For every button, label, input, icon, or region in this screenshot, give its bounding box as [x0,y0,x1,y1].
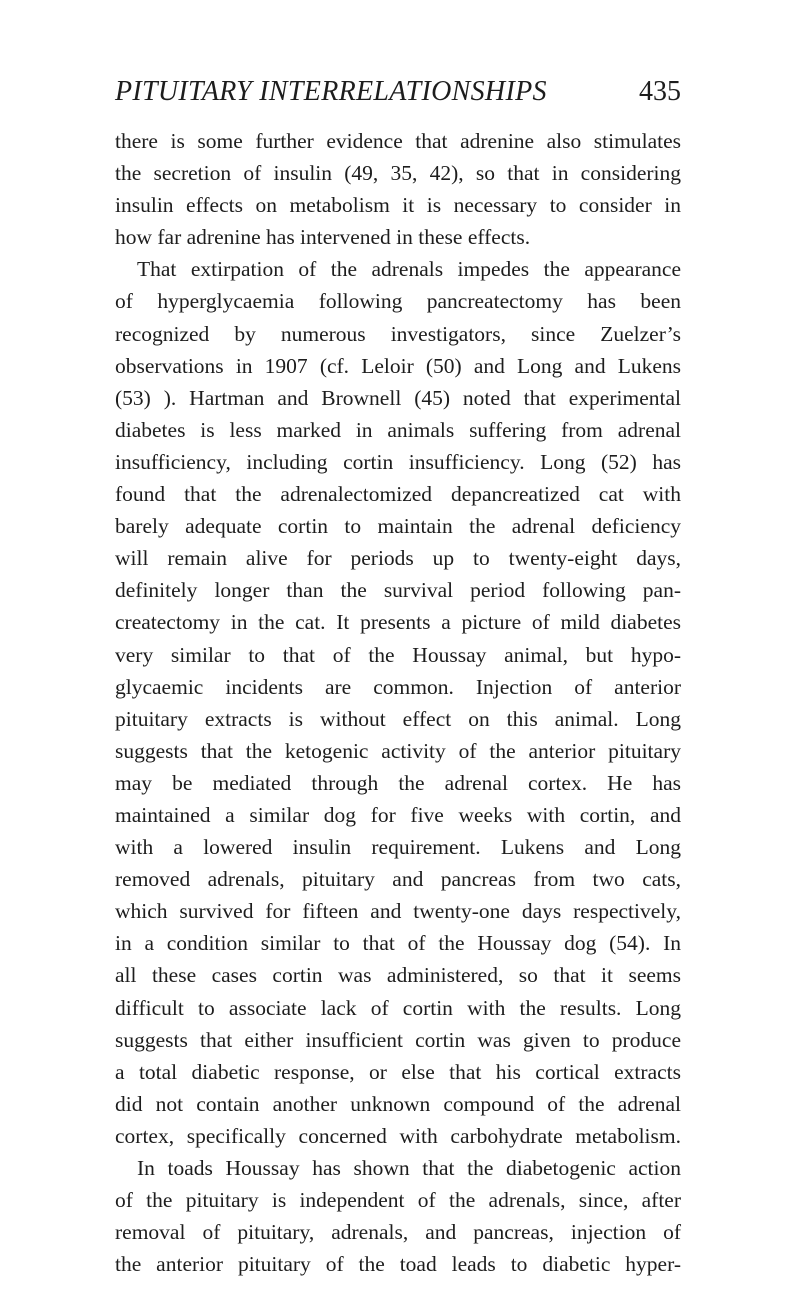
text-line: found that the adrenalectomized depancreatized cat with [115,482,681,507]
text-line: pituitary extracts is without effect on this animal. Long [115,706,681,731]
text-line: a total diabetic response, or else that his cortical extracts [115,1059,681,1084]
text-line: may be mediated through the adrenal cortex. He has [115,770,681,795]
text-line: definitely longer than the survival period following pan- [115,578,681,603]
body-text [115,125,681,1280]
text-line: which survived for fifteen and twenty-one days respectively, [115,899,681,924]
text-line: removed adrenals, pituitary and pancreas from two cats, [115,867,681,892]
text-line: the secretion of insulin (49, 35, 42), so that in considering [115,161,681,186]
paragraph-last-line: cortex, specifically concerned with carbohydrate metabolism. [115,1123,681,1148]
text-line: maintained a similar dog for five weeks with cortin, and [115,802,681,827]
text-line: difficult to associate lack of cortin with the results. Long [115,995,681,1020]
text-line: with a lowered insulin requirement. Lukens and Long [115,835,681,860]
text-line: the anterior pituitary of the toad leads to diabetic hyper- [115,1252,681,1277]
text-line: very similar to that of the Houssay animal, but hypo- [115,642,681,667]
text-line: there is some further evidence that adrenine also stimulates [115,129,681,153]
text-line: suggests that either insufficient cortin was given to produce [115,1027,681,1052]
text-line: (53) ). Hartman and Brownell (45) noted that experimental [115,385,681,410]
paragraph-first-line: That extirpation of the adrenals impedes the appearance [137,257,681,282]
text-line: removal of pituitary, adrenals, and pancreas, injection of [115,1220,681,1245]
text-line: createctomy in the cat. It presents a picture of mild diabetes [115,610,681,635]
text-line: glycaemic incidents are common. Injection of anterior [115,674,681,699]
text-line: diabetes is less marked in animals suffering from adrenal [115,417,681,442]
text-line: observations in 1907 (cf. Leloir (50) and Long and Lukens [115,353,681,378]
running-title: PITUITARY INTERRELATIONSHIPS [115,76,547,107]
text-line: did not contain another unknown compound of the adrenal [115,1091,681,1116]
text-line: in a condition similar to that of the Houssay dog (54). In [115,931,681,956]
running-head [115,76,681,116]
text-line: will remain alive for periods up to twenty-eight days, [115,546,681,571]
text-line: recognized by numerous investigators, since Zuelzer’s [115,321,681,346]
text-line: barely adequate cortin to maintain the adrenal deficiency [115,514,681,539]
paragraph-last-line: how far adrenine has intervened in these effects. [115,225,531,250]
text-line: insulin effects on metabolism it is necessary to consider in [115,193,681,218]
text-line: of hyperglycaemia following pancreatectomy has been [115,289,681,314]
paragraph-first-line: In toads Houssay has shown that the diabetogenic action [137,1156,681,1180]
text-line: all these cases cortin was administered, so that it seems [115,963,681,988]
text-line: insufficiency, including cortin insufficiency. Long (52) has [115,449,681,474]
text-line: suggests that the ketogenic activity of the anterior pituitary [115,738,681,763]
page-number: 435 [639,76,681,107]
text-line: of the pituitary is independent of the adrenals, since, after [115,1188,681,1213]
